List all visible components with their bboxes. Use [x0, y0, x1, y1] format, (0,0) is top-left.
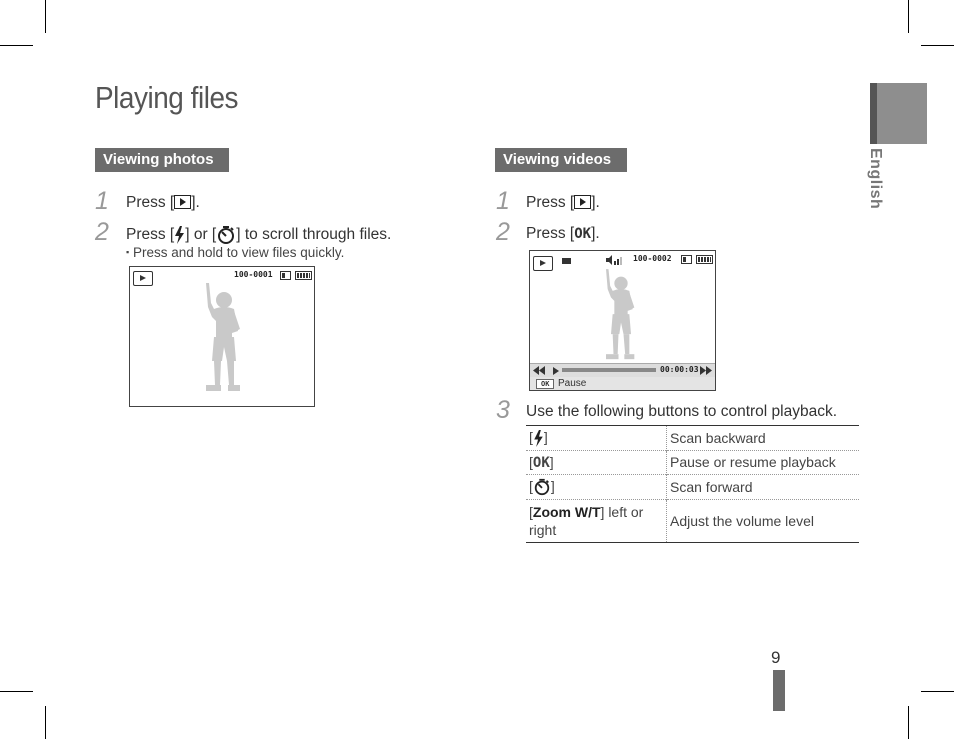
- playback-time: 00:00:03: [660, 365, 699, 374]
- table-row: [526, 474, 859, 499]
- timer-icon: [216, 225, 236, 245]
- file-number: 100-0002: [633, 254, 672, 263]
- crop-mark: [908, 0, 909, 33]
- table-row: [526, 500, 859, 543]
- playback-control-bar: [530, 363, 715, 377]
- child-silhouette-image: [596, 265, 646, 370]
- playback-mode-icon: [533, 256, 553, 271]
- flash-icon: [533, 430, 544, 447]
- crop-mark: [0, 45, 33, 46]
- table-row: [526, 426, 859, 451]
- page-marker-bar: [773, 670, 785, 711]
- step-text: Press [ ] or [ ] to scroll through files.: [126, 226, 392, 244]
- playback-mode-icon: [133, 271, 153, 286]
- ok-key-label: OK: [574, 226, 592, 242]
- language-label: English: [867, 148, 884, 210]
- action-cell: Scan backward: [670, 429, 766, 446]
- ok-key-badge: OK: [536, 379, 554, 389]
- table-row: [526, 450, 859, 474]
- action-cell: Adjust the volume level: [670, 513, 814, 530]
- memory-icon: [681, 255, 692, 264]
- button-cell: [OK]: [526, 450, 667, 474]
- crop-mark: [45, 706, 46, 739]
- page-title: Playing files: [95, 80, 239, 115]
- page-number: 9: [771, 648, 781, 667]
- file-number: 100-0001: [234, 270, 273, 279]
- video-playback-screen: [529, 250, 716, 391]
- rewind-icon: [533, 366, 545, 375]
- ok-key-label: OK: [532, 454, 550, 471]
- step-text: Press [OK].: [526, 225, 600, 242]
- play-small-icon: [553, 367, 559, 375]
- step-text: Press [ ].: [526, 194, 600, 211]
- step-number: 2: [95, 218, 109, 246]
- battery-icon: [295, 271, 312, 280]
- playback-controls-table: [526, 425, 859, 543]
- button-cell: [ ]: [526, 426, 667, 451]
- timer-icon: [533, 478, 551, 496]
- ok-action-label: Pause: [558, 378, 587, 389]
- movie-icon: [562, 257, 571, 265]
- fast-forward-icon: [700, 366, 712, 375]
- crop-mark: [45, 0, 46, 33]
- play-icon: [174, 195, 191, 209]
- step-number: 1: [95, 187, 109, 215]
- crop-mark: [921, 691, 954, 692]
- flash-icon: [174, 226, 185, 244]
- progress-track: [562, 368, 656, 372]
- crop-mark: [908, 706, 909, 739]
- section-heading-videos: Viewing videos: [495, 148, 627, 172]
- child-silhouette-image: [194, 281, 254, 401]
- battery-icon: [696, 255, 713, 264]
- language-tab: [870, 83, 927, 144]
- photo-playback-screen: [129, 266, 315, 407]
- memory-icon: [280, 271, 291, 280]
- crop-mark: [921, 45, 954, 46]
- volume-icon: [606, 255, 624, 265]
- play-icon: [574, 195, 591, 209]
- ok-hint-bar: [530, 377, 715, 391]
- button-cell: [ ]: [526, 474, 667, 499]
- button-cell: [Zoom W/T] left or right: [526, 500, 667, 543]
- action-cell: Pause or resume playback: [670, 454, 836, 471]
- crop-mark: [0, 691, 33, 692]
- bullet-note: ▪ Press and hold to view files quickly.: [126, 245, 345, 260]
- step-number: 1: [496, 187, 510, 215]
- step-text: Use the following buttons to control playback.: [526, 403, 838, 420]
- step-number: 3: [496, 396, 510, 424]
- step-number: 2: [496, 218, 510, 246]
- section-heading-photos: Viewing photos: [95, 148, 229, 172]
- action-cell: Scan forward: [670, 478, 753, 495]
- step-text: Press [ ].: [126, 194, 200, 211]
